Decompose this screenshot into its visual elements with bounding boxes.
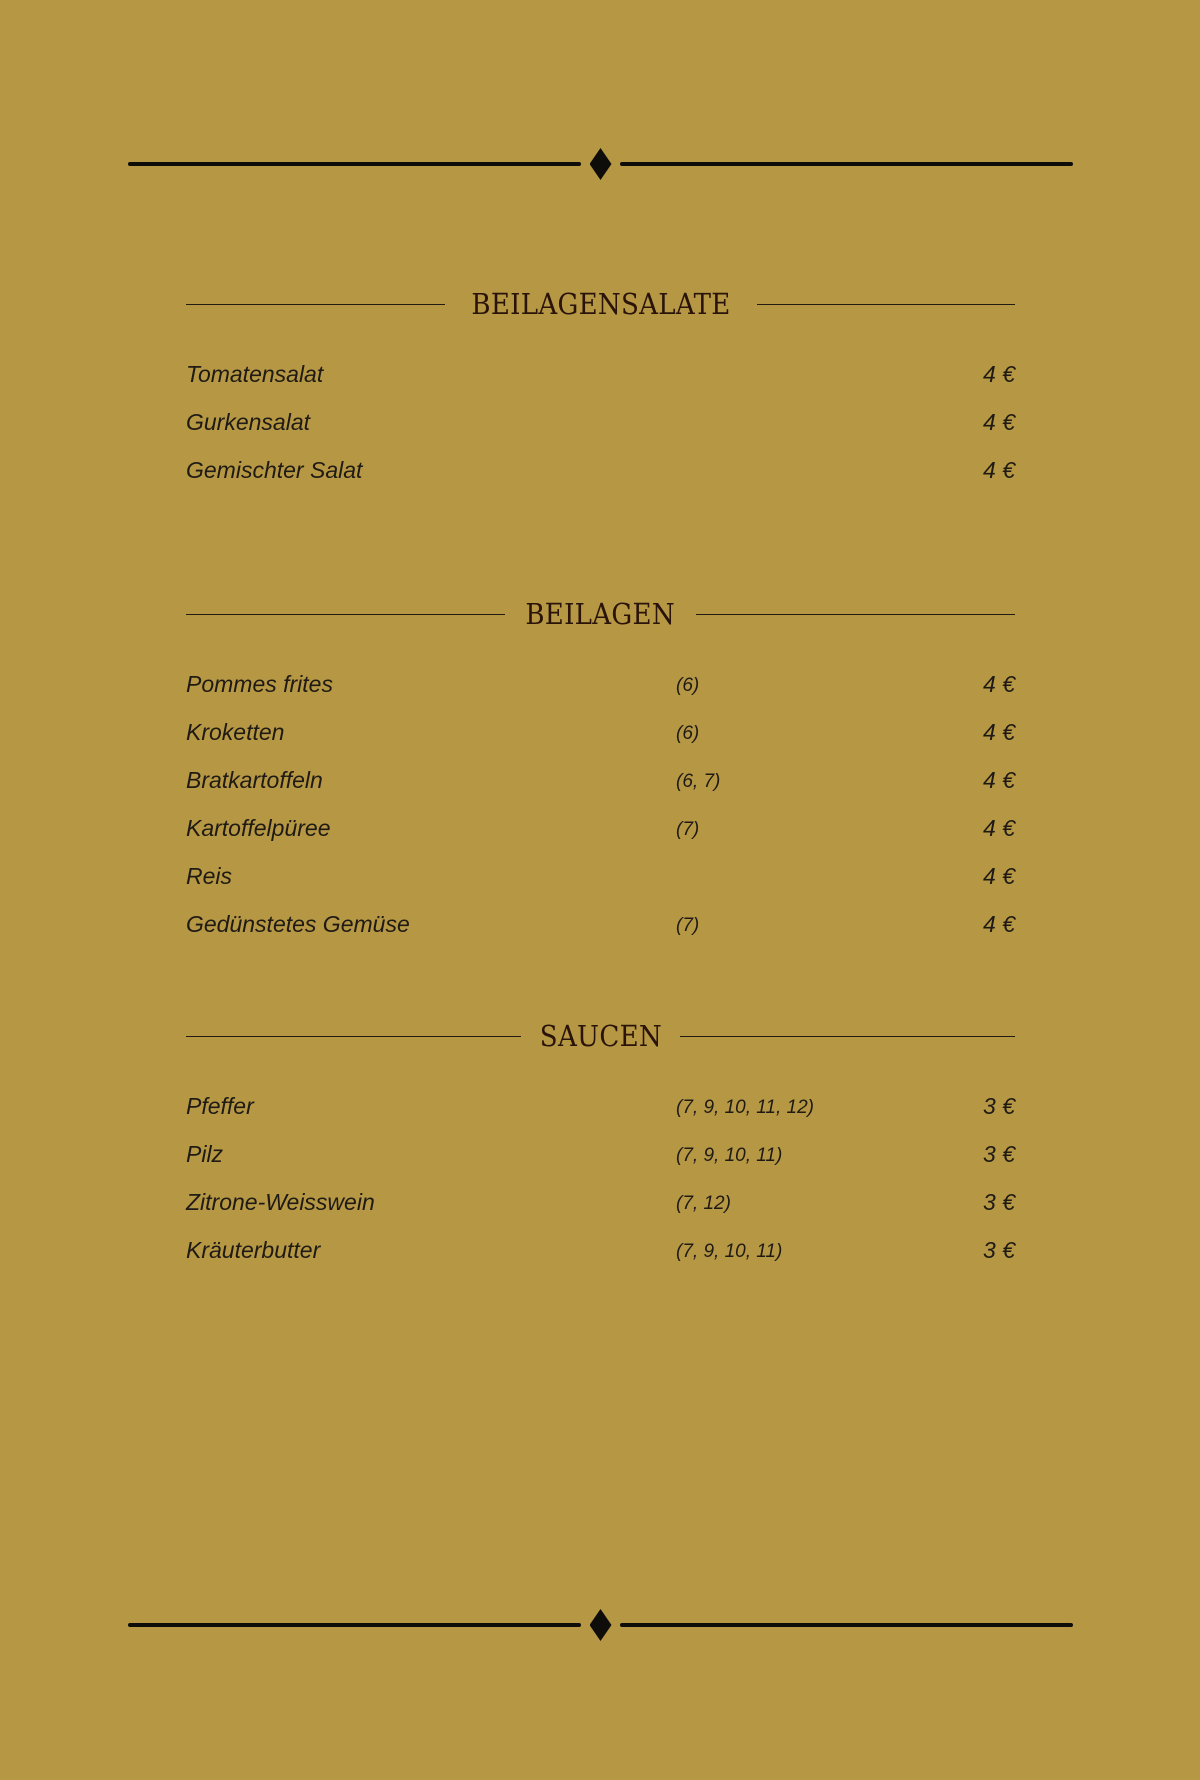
section-title: BEILAGEN	[525, 597, 676, 631]
menu-item-price: 3 €	[983, 1093, 1015, 1119]
menu-item-allergens: (7, 9, 10, 11, 12)	[676, 1097, 815, 1118]
menu-item-allergens: (7, 12)	[676, 1193, 731, 1214]
menu-item-name: Kartoffelpüree	[186, 815, 331, 841]
menu-item-price: 4 €	[983, 409, 1015, 435]
section-title-row	[186, 286, 1015, 322]
menu-item-price: 4 €	[983, 361, 1015, 387]
menu-item	[186, 1228, 1015, 1276]
top-ornament-right-line	[620, 162, 1073, 166]
menu-item	[186, 806, 1015, 854]
menu-item-name: Kroketten	[186, 719, 285, 745]
top-ornament-diamond-icon	[590, 148, 612, 180]
menu-item	[186, 1084, 1015, 1132]
menu-item-allergens: (7)	[676, 915, 700, 936]
menu-item-name: Gemischter Salat	[186, 457, 363, 483]
menu-item-allergens: (6)	[676, 675, 700, 696]
section-title-row	[186, 596, 1015, 632]
title-right-rule	[696, 614, 1015, 615]
menu-item	[186, 448, 1015, 496]
menu-item-allergens: (6)	[676, 723, 700, 744]
menu-item	[186, 854, 1015, 902]
menu-item-name: Pommes frites	[186, 671, 333, 697]
bottom-ornament-diamond-icon	[590, 1609, 612, 1641]
menu-item-allergens: (7, 9, 10, 11)	[676, 1241, 783, 1262]
menu-item-allergens: (6, 7)	[676, 771, 721, 792]
title-left-rule	[186, 1036, 521, 1037]
bottom-ornament-right-line	[620, 1623, 1073, 1627]
top-ornament-divider	[128, 148, 1073, 180]
menu-item-price: 4 €	[983, 911, 1015, 937]
top-ornament-left-line	[128, 162, 581, 166]
menu-item	[186, 352, 1015, 400]
menu-item	[186, 400, 1015, 448]
menu-item-price: 4 €	[983, 671, 1015, 697]
menu-item-name: Gedünstetes Gemüse	[186, 911, 410, 937]
menu-item-price: 4 €	[983, 767, 1015, 793]
menu-item-allergens: (7, 9, 10, 11)	[676, 1145, 783, 1166]
menu-item	[186, 758, 1015, 806]
menu-item-price: 3 €	[983, 1237, 1015, 1263]
menu-item-name: Gurkensalat	[186, 409, 311, 435]
menu-item-name: Pilz	[186, 1141, 224, 1167]
title-right-rule	[680, 1036, 1015, 1037]
title-left-rule	[186, 614, 505, 615]
title-left-rule	[186, 304, 445, 305]
bottom-ornament-divider	[128, 1609, 1073, 1641]
section-title: BEILAGENSALATE	[470, 287, 731, 321]
menu-item-price: 4 €	[983, 719, 1015, 745]
title-right-rule	[757, 304, 1016, 305]
menu-item-name: Pfeffer	[186, 1093, 254, 1119]
menu-item	[186, 902, 1015, 950]
section-beilagensalate	[186, 286, 1015, 496]
section-title: SAUCEN	[539, 1019, 662, 1053]
menu-item-allergens: (7)	[676, 819, 700, 840]
menu-item-price: 4 €	[983, 457, 1015, 483]
menu-item-name: Kräuterbutter	[186, 1237, 321, 1263]
menu-item	[186, 662, 1015, 710]
bottom-ornament-left-line	[128, 1623, 581, 1627]
menu-item-price: 3 €	[983, 1141, 1015, 1167]
menu-item	[186, 710, 1015, 758]
menu-item-price: 3 €	[983, 1189, 1015, 1215]
menu-item-name: Zitrone-Weisswein	[186, 1189, 375, 1215]
menu-item	[186, 1132, 1015, 1180]
section-beilagen	[186, 596, 1015, 950]
menu-item-price: 4 €	[983, 815, 1015, 841]
section-title-row	[186, 1018, 1015, 1054]
menu-item-name: Reis	[186, 863, 233, 889]
menu-item-name: Bratkartoffeln	[186, 767, 323, 793]
menu-item	[186, 1180, 1015, 1228]
menu-item-price: 4 €	[983, 863, 1015, 889]
menu-item-name: Tomatensalat	[186, 361, 324, 387]
section-saucen	[186, 1018, 1015, 1276]
